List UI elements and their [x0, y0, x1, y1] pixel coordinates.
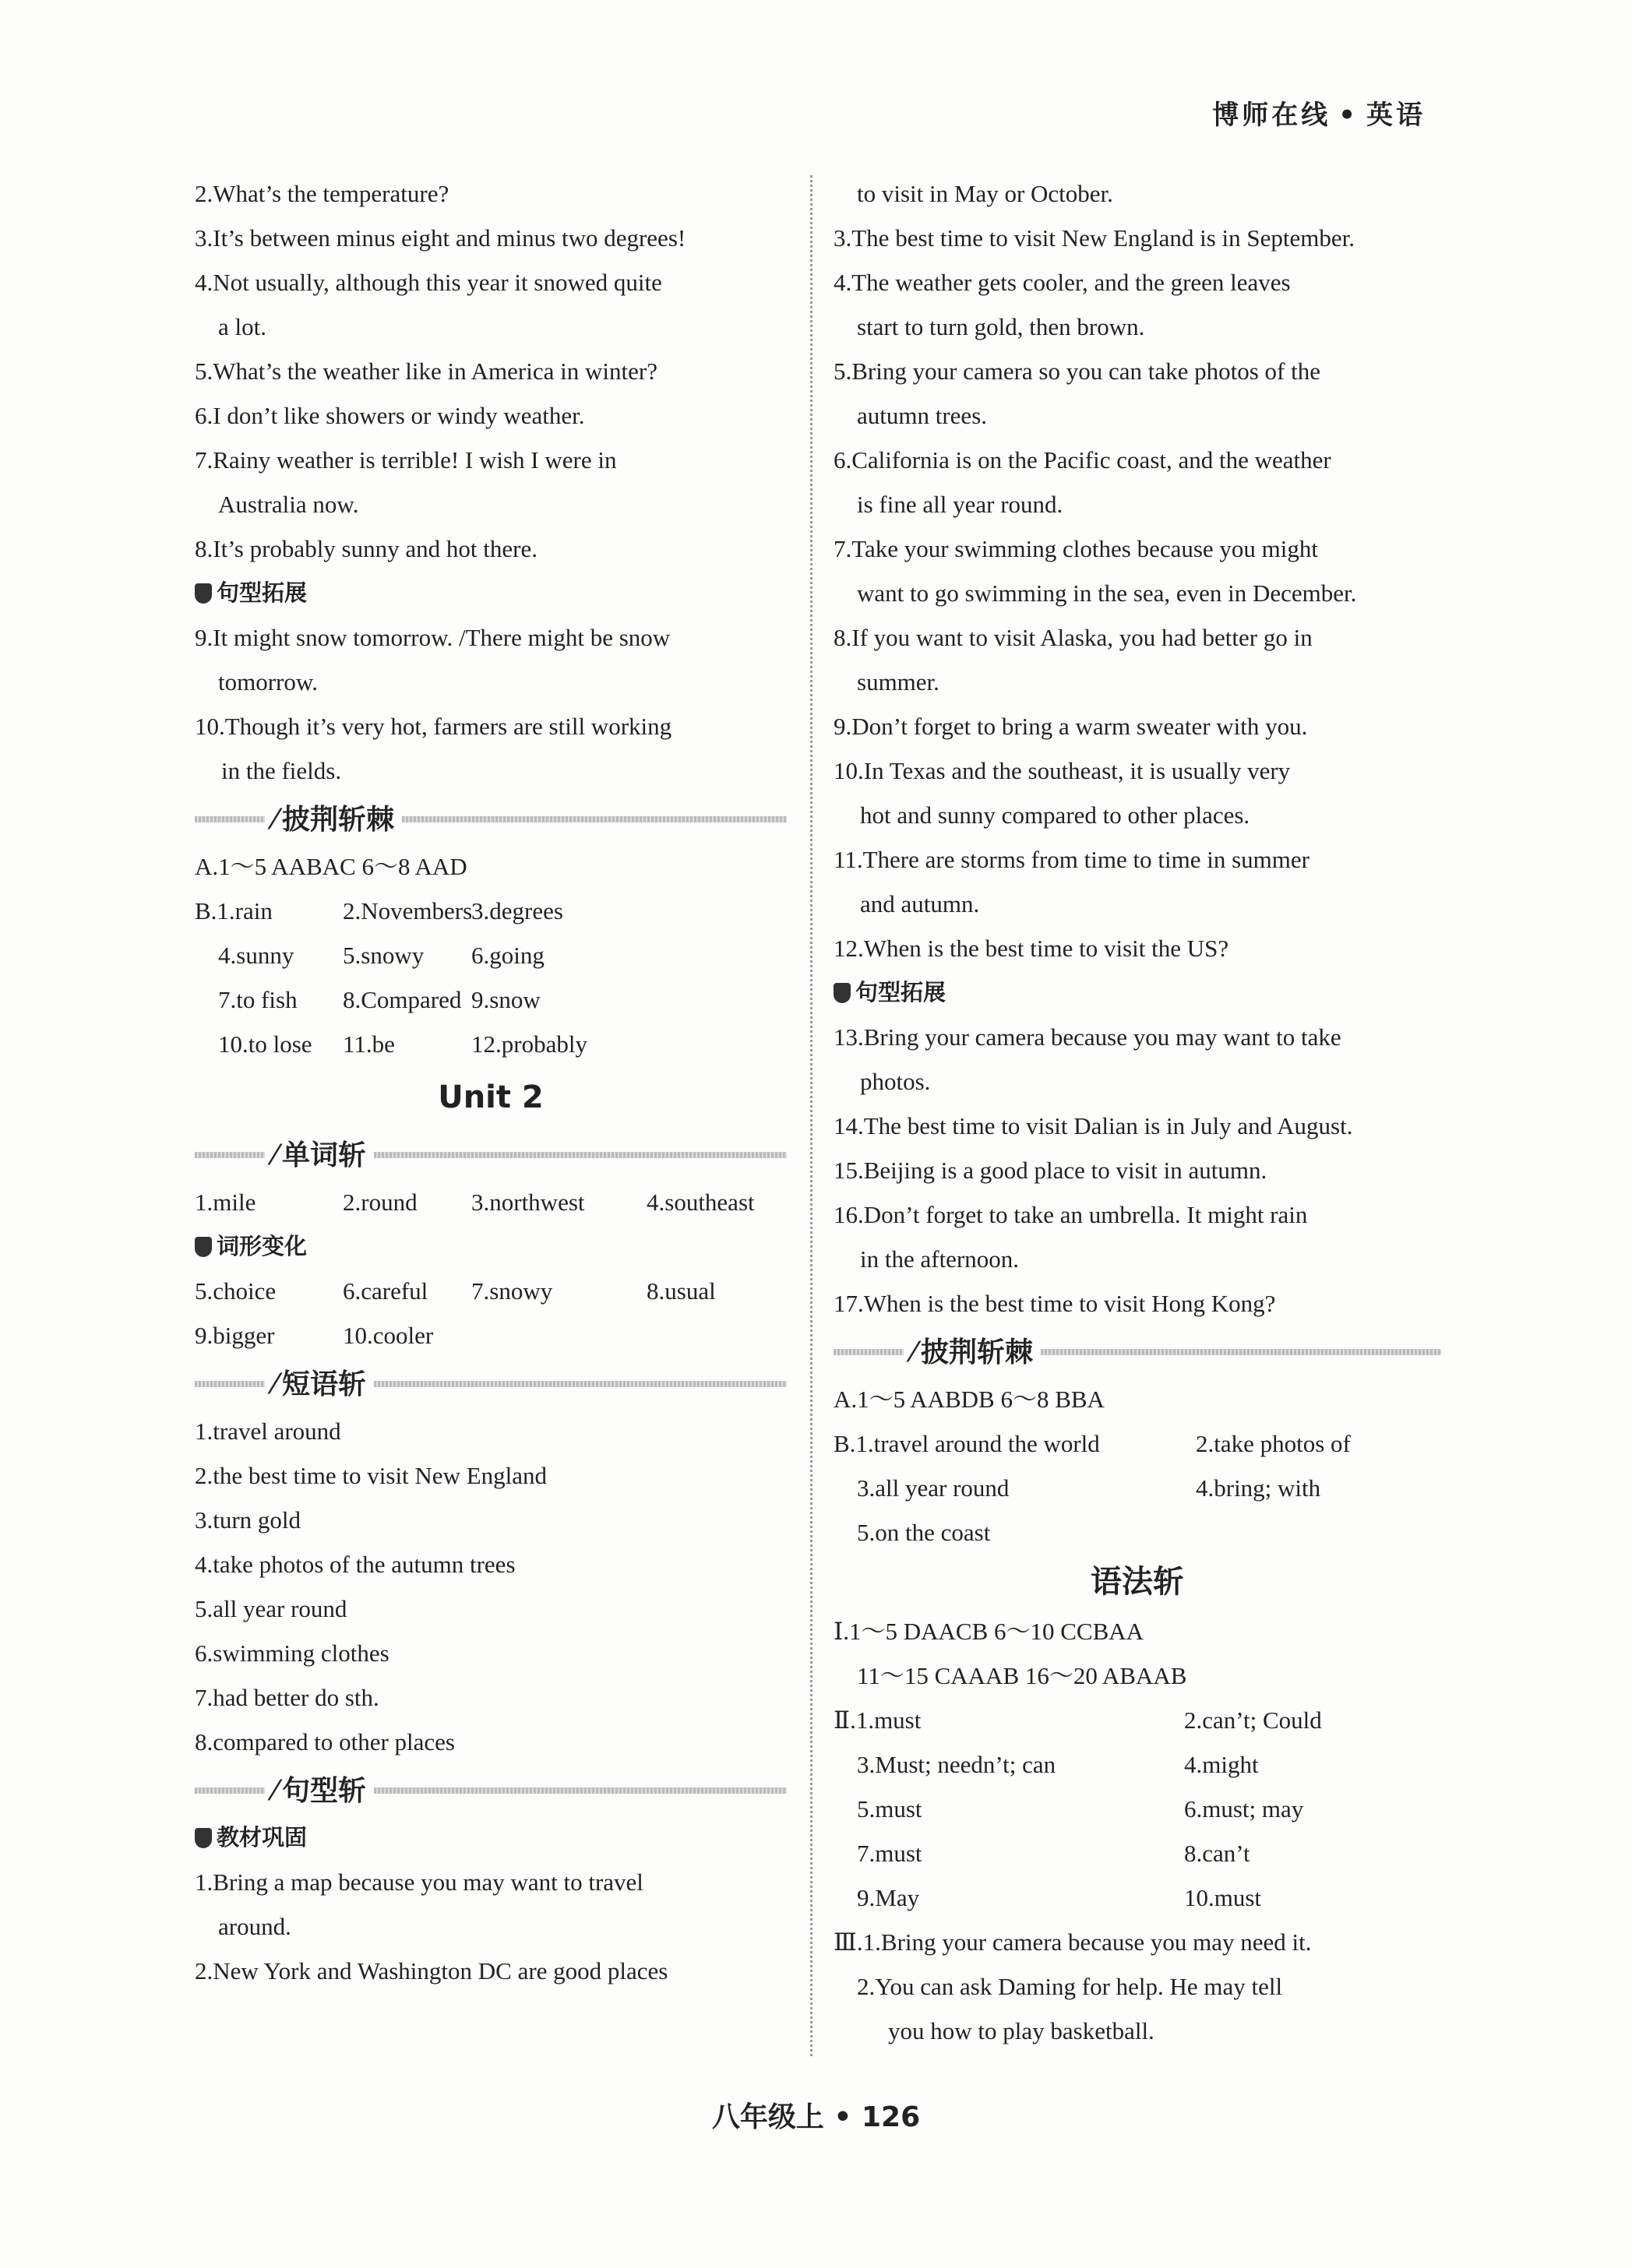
answer-line: 6.swimming clothes: [195, 1639, 389, 1667]
answer-cell: 5.on the coast: [857, 1519, 991, 1546]
answer-line: 2.New York and Washington DC are good places: [195, 1957, 668, 1984]
shield-icon: [195, 583, 212, 604]
answer-line: start to turn gold, then brown.: [857, 313, 1145, 340]
answer-line: 8.compared to other places: [195, 1728, 455, 1756]
answer-cell: B.1.rain: [195, 897, 273, 924]
answer-row: [195, 1022, 787, 1066]
answer-row: [195, 889, 787, 933]
banner-title: 短语斩: [282, 1368, 367, 1400]
answer-line: 5.all year round: [195, 1595, 347, 1622]
header-dot: •: [1338, 100, 1359, 131]
answer-line: hot and sunny compared to other places.: [860, 801, 1250, 829]
page-footer: [0, 2095, 1632, 2139]
answer-row: [834, 1510, 1441, 1555]
answer-cell: 9.snow: [471, 986, 541, 1013]
banner-rule: [195, 1381, 265, 1387]
column-divider: [810, 175, 812, 2056]
banner-rule: [834, 1349, 904, 1355]
banner-rule: [374, 1787, 787, 1794]
banner-rule: [195, 1152, 265, 1158]
answer-cell: 4.southeast: [647, 1189, 755, 1216]
answer-line: 4.take photos of the autumn trees: [195, 1551, 516, 1578]
answer-line: summer.: [857, 668, 939, 696]
answer-line: 9.It might snow tomorrow. /There might be snow: [195, 624, 671, 651]
answer-cell: Ⅱ.1.must: [834, 1706, 922, 1734]
answer-row: [195, 977, 787, 1022]
answer-row: [834, 1466, 1441, 1510]
answer-line: 5.What’s the weather like in America in winter?: [195, 357, 657, 385]
answer-row: [834, 1698, 1441, 1742]
answer-line: want to go swimming in the sea, even in December.: [857, 579, 1357, 607]
banner-rule: [195, 816, 265, 822]
subsection-label: 句型拓展: [217, 579, 308, 606]
section-banner: [195, 1359, 787, 1409]
shield-icon: [195, 1828, 212, 1848]
answer-row: [834, 1875, 1441, 1920]
banner-rule: [1041, 1349, 1441, 1355]
answer-cell: 4.bring; with: [1196, 1474, 1321, 1502]
answer-row: [195, 933, 787, 977]
answer-line: 6.I don’t like showers or windy weather.: [195, 402, 585, 429]
answer-row: [834, 1787, 1441, 1831]
footer-dot: •: [823, 2101, 862, 2133]
answer-cell: 9.bigger: [195, 1322, 275, 1349]
answer-line: 6.California is on the Pacific coast, and the weather: [834, 446, 1331, 474]
answer-cell: 2.round: [343, 1189, 418, 1216]
banner-rule: [374, 1381, 787, 1387]
answer-cell: 7.must: [857, 1840, 922, 1867]
answer-line: 3.turn gold: [195, 1506, 301, 1534]
answer-line: 3.It’s between minus eight and minus two degrees!: [195, 224, 686, 252]
answer-cell: 4.might: [1184, 1751, 1259, 1778]
subsection-label: 词形变化: [217, 1233, 308, 1259]
answer-line: around.: [218, 1913, 291, 1940]
answer-line: 7.Take your swimming clothes because you might: [834, 535, 1319, 562]
banner-title: 披荆斩棘: [921, 1336, 1034, 1368]
subsection-heading: [834, 970, 1441, 1015]
answer-row: [195, 1269, 787, 1313]
subject-title: 英语: [1366, 100, 1426, 131]
section-banner: [195, 1130, 787, 1180]
answer-line: Australia now.: [218, 491, 359, 518]
answer-cell: 8.can’t: [1184, 1840, 1250, 1867]
answer-line: 11～15 CAAAB 16～20 ABAAB: [857, 1662, 1187, 1689]
answer-cell: 7.snowy: [471, 1277, 553, 1305]
knife-icon: ⁄: [273, 803, 278, 836]
answer-line: 8.It’s probably sunny and hot there.: [195, 535, 538, 562]
answer-line: tomorrow.: [218, 668, 318, 696]
answer-cell: 10.must: [1184, 1884, 1262, 1911]
answer-cell: 10.to lose: [218, 1030, 312, 1058]
answer-cell: 9.May: [857, 1884, 920, 1911]
answer-row: [834, 1831, 1441, 1875]
answer-line: 11.There are storms from time to time in summer: [834, 846, 1309, 873]
grade-label: 八年级上: [711, 2101, 824, 2133]
answer-line: 10.In Texas and the southeast, it is usually very: [834, 757, 1291, 784]
answer-cell: 4.sunny: [218, 942, 294, 969]
answer-line: A.1～5 AABDB 6～8 BBA: [834, 1386, 1105, 1413]
answer-cell: 6.must; may: [1184, 1795, 1304, 1822]
answer-cell: 2.take photos of: [1196, 1430, 1351, 1457]
banner-title: 单词斩: [282, 1139, 367, 1171]
grammar-title: 语法斩: [1091, 1564, 1184, 1600]
answer-row: [195, 1313, 787, 1358]
answer-line: and autumn.: [860, 890, 980, 917]
unit-title: Unit 2: [438, 1079, 544, 1115]
answer-cell: B.1.travel around the world: [834, 1430, 1100, 1457]
answer-line: you how to play basketball.: [888, 2017, 1154, 2044]
left-column: [195, 171, 787, 1993]
answer-line: in the afternoon.: [860, 1245, 1020, 1273]
answer-line: photos.: [860, 1068, 931, 1095]
answer-line: 16.Don’t forget to take an umbrella. It might rain: [834, 1201, 1308, 1228]
page-header: [1212, 93, 1426, 138]
answer-row: [834, 1742, 1441, 1787]
banner-title: 句型斩: [282, 1774, 367, 1807]
right-column: [834, 171, 1441, 2053]
answer-cell: 3.Must; needn’t; can: [857, 1751, 1056, 1778]
answer-cell: 6.going: [471, 942, 545, 969]
answer-line: 2.What’s the temperature?: [195, 180, 449, 207]
book-title: 博师在线: [1212, 100, 1331, 131]
answer-cell: 12.probably: [471, 1030, 587, 1058]
knife-icon: ⁄: [273, 1774, 278, 1807]
shield-icon: [195, 1237, 212, 1257]
answer-cell: 3.degrees: [471, 897, 563, 924]
answer-line: 12.When is the best time to visit the US?: [834, 935, 1229, 962]
answer-cell: 11.be: [343, 1030, 395, 1058]
answer-line: 4.The weather gets cooler, and the green leaves: [834, 269, 1291, 296]
subsection-heading: [195, 1815, 787, 1860]
answer-line: to visit in May or October.: [857, 180, 1113, 207]
answer-cell: 3.northwest: [471, 1189, 585, 1216]
answer-line: 17.When is the best time to visit Hong Kong?: [834, 1290, 1276, 1317]
answer-line: Ⅰ.1～5 DAACB 6～10 CCBAA: [834, 1618, 1144, 1645]
answer-line: 7.had better do sth.: [195, 1684, 379, 1711]
answer-cell: 2.can’t; Could: [1184, 1706, 1322, 1734]
answer-cell: 10.cooler: [343, 1322, 434, 1349]
answer-line: 5.Bring your camera so you can take photos of the: [834, 357, 1320, 385]
knife-icon: ⁄: [273, 1139, 278, 1171]
subsection-label: 教材巩固: [217, 1824, 308, 1851]
answer-cell: 8.Compared: [343, 986, 462, 1013]
answer-cell: 6.careful: [343, 1277, 428, 1305]
answer-line: 8.If you want to visit Alaska, you had better go in: [834, 624, 1313, 651]
banner-rule: [195, 1787, 265, 1794]
answer-cell: 2.Novembers: [343, 897, 473, 924]
section-banner: [195, 794, 787, 844]
answer-line: 15.Beijing is a good place to visit in autumn.: [834, 1157, 1267, 1184]
answer-cell: 5.snowy: [343, 942, 425, 969]
answer-line: A.1～5 AABAC 6～8 AAD: [195, 853, 467, 880]
answer-cell: 1.mile: [195, 1189, 256, 1216]
answer-line: 13.Bring your camera because you may want to take: [834, 1023, 1341, 1051]
answer-line: autumn trees.: [857, 402, 988, 429]
answer-cell: 3.all year round: [857, 1474, 1010, 1502]
answer-row: [834, 1421, 1441, 1466]
answer-line: 2.You can ask Daming for help. He may tell: [857, 1973, 1283, 2000]
answer-line: 14.The best time to visit Dalian is in July and August.: [834, 1112, 1353, 1139]
subsection-heading: [195, 571, 787, 615]
page-number: 126: [861, 2101, 921, 2133]
answer-line: 10.Though it’s very hot, farmers are still working: [195, 713, 672, 740]
knife-icon: ⁄: [911, 1336, 917, 1368]
knife-icon: ⁄: [273, 1368, 278, 1400]
answer-cell: 7.to fish: [218, 986, 298, 1013]
answer-cell: 5.must: [857, 1795, 922, 1822]
answer-line: a lot.: [218, 313, 266, 340]
answer-line: 9.Don’t forget to bring a warm sweater with you.: [834, 713, 1308, 740]
shield-icon: [834, 983, 851, 1003]
banner-rule: [402, 816, 787, 822]
section-banner: [834, 1327, 1441, 1377]
answer-line: 4.Not usually, although this year it snowed quite: [195, 269, 662, 296]
answer-line: in the fields.: [221, 757, 342, 784]
subsection-heading: [195, 1224, 787, 1269]
answer-line: 1.Bring a map because you may want to travel: [195, 1868, 643, 1896]
answer-line: Ⅲ.1.Bring your camera because you may need it.: [834, 1928, 1312, 1956]
answer-line: 3.The best time to visit New England is in September.: [834, 224, 1355, 252]
answer-line: 7.Rainy weather is terrible! I wish I were in: [195, 446, 617, 474]
section-banner: [195, 1766, 787, 1815]
answer-cell: 8.usual: [647, 1277, 716, 1305]
answer-cell: 5.choice: [195, 1277, 277, 1305]
banner-title: 披荆斩棘: [282, 803, 395, 836]
answer-line: is fine all year round.: [857, 491, 1063, 518]
answer-line: 2.the best time to visit New England: [195, 1462, 548, 1489]
subsection-label: 句型拓展: [855, 979, 946, 1005]
answer-line: 1.travel around: [195, 1418, 341, 1445]
banner-rule: [374, 1152, 787, 1158]
answer-row: [195, 1180, 787, 1224]
